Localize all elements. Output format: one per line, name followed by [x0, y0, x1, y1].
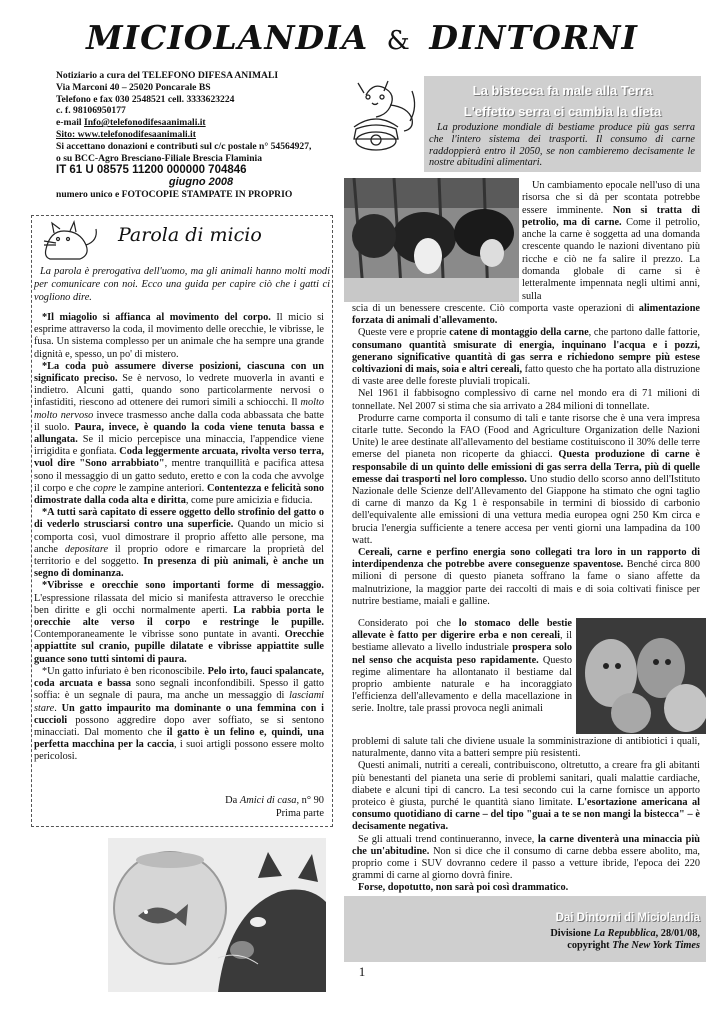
- cows-photo: [344, 178, 519, 302]
- source-text: , 28/01/08,: [655, 928, 700, 939]
- masthead-title2: DINTORNI: [429, 18, 638, 57]
- info-line: Telefono e fax 030 2548521 cell. 3333623224: [56, 93, 235, 105]
- masthead-amp: &: [386, 26, 411, 56]
- article-text: Non si dice che il consumo di carne debba essere abolito, ma, proprio come i SUV dovranno cedere il passo a vetture ibride, l'epoca dei 220 grammi di carne al giorno dovrà finire.: [352, 845, 700, 882]
- site-label: Sito:: [56, 128, 78, 140]
- article-body: [352, 303, 700, 608]
- article-text: , il bestiame allevato a livello industriale: [352, 630, 572, 654]
- tip-text: , mentre tranquillità e pacifica attesa sono il messaggio di un gatto seduto, eretto e con la coda che avvolge il corpo e che: [34, 458, 324, 494]
- site-link[interactable]: www.telefonodifesaanimali.it: [77, 128, 196, 140]
- article-text: Come il petrolio, anche la carne è soggetta ad una domanda crescente quando le nazioni diventano più ricche e ciò ne fa salire il prezzo. La domanda globale di carne si è letteralmente impennata negli ultimi anni, sulla: [522, 216, 700, 302]
- tip-text-italic: molto molto nervoso: [34, 397, 324, 421]
- section-title: Parola di micio: [118, 224, 262, 246]
- article-text-bold: lo stomaco delle bestie allevate è fatto per digerire erba e non cereali: [352, 618, 572, 642]
- article-body-continued: [352, 736, 700, 895]
- article-text-bold: L'esortazione americana al consumo quotidiano di carne – del tipo "guai a te se non mangi la bistecca" – è decisamente negativa.: [352, 797, 700, 833]
- headline-title-1: La bistecca fa male alla Terra: [472, 83, 653, 98]
- citation: [34, 795, 324, 820]
- tip-text: , come pure amicizia e fiducia.: [185, 495, 313, 507]
- tip-text-italic: lasciami stare: [34, 690, 324, 714]
- citation-source: Amici di casa: [239, 795, 297, 806]
- article-text: Queste vere e proprie: [358, 327, 450, 339]
- article-text-bold: Questa produzione di carne è responsabile di un quinto delle emissioni di gas serra della Terra, più di quelle emesse dai trasporti nel loro complesso.: [352, 449, 700, 485]
- tip-text-italic: depositare: [64, 543, 109, 555]
- tip-text: il proprio odore e rimarcare la proprietà del territorio e del soggetto.: [34, 543, 324, 568]
- publisher-info: [56, 70, 346, 201]
- tip-heading: *La coda può assumere diverse posizioni, ciascuna con un significato preciso.: [34, 360, 324, 385]
- citation-text: Da: [225, 795, 240, 806]
- article-text: Un cambiamento epocale nell'uso di una risorsa che si dà per scontata potrebbe essere imminente.: [522, 180, 700, 216]
- cat-sketch-icon: [40, 219, 100, 263]
- tip-text: Se è nervoso, lo vedrete muoverla in avanti e indietro. Alcuni gatti, quando sono particolarmente nervosi o infastiditi, riescono ad ottenere dei rumori simili a schiocchi. Il: [34, 373, 325, 409]
- tip-text: possono aggredire dopo aver soffiato, se si sentono minacciati. Dal momento che: [34, 714, 324, 738]
- tip-text: sono segnali inconfondibili. Spesso il gatto soffia: è un segnale di paura, ma anche un messaggio di: [34, 678, 325, 702]
- article-text: Benché circa 800 milioni di persone di questo pianeta soffrano la fame o siano affette da malnutrizione, la maggior parte dei raccolti di mais e di soia coltivati finisce per nutrire bestiame, maiali e galline.: [352, 559, 700, 607]
- headline-title-2: L'effetto serra ci cambia la dieta: [463, 104, 662, 119]
- article-text: Questo regime alimentare ha allontanato il bestiame dal proprio ambiente naturale e ha incoraggiato l'efficienza dell'allevamento e della macellazione in serie. Inoltre, tale prassi provoca negli animali: [352, 654, 572, 715]
- masthead: [0, 18, 724, 57]
- source-text: copyright: [567, 940, 613, 952]
- article-text-bold: alimentazione forzata di animali d'allevamento.: [352, 303, 700, 327]
- citation-text: , n° 90: [296, 795, 324, 806]
- source-publication: La Repubblica: [593, 928, 656, 939]
- tip-text-bold: Coda leggermente arcuata, rivolta verso terra, vuol dire "Sono arrabbiato": [34, 446, 324, 470]
- article-text: Produrre carne comporta il consumo di tali e tante risorse che è una vera impresa citarle tutte. Secondo la FAO (Food and Agriculture Organization delle Nazioni Unite) le aree destinate all'allevamento del bestiame costituiscono il 30% delle terre emerse del pianeta non ricoperte da ghiacci.: [352, 412, 700, 461]
- tip-text-bold: Un gatto impaurito ma dominante o una femmina con i cuccioli: [34, 702, 324, 726]
- cat-fishbowl-photo: [108, 838, 326, 992]
- source-credit: [344, 928, 700, 952]
- headline-summary: La produzione mondiale di bestiame produce più gas serra che l'intero sistema dei trasporti. Il consumo di carne raddoppierà entro il 2050, se non cambieremo decisamente le nostre abitudini alimentari.: [429, 122, 695, 169]
- tip-text: *Un gatto infuriato è ben riconoscibile.: [42, 665, 208, 677]
- article-text: Se gli attuali trend continueranno, invece,: [358, 833, 538, 845]
- tip-heading: *A tutti sarà capitato di essere oggetto dello strofinio del gatto o di vederlo strusciarsi contro una superficie.: [34, 507, 324, 531]
- section-intro: La parola è prerogativa dell'uomo, ma gli animali hanno molti modi per comunicare con noi. Ecco una guida per capire ciò che i gatti ci vogliono dire.: [34, 266, 330, 303]
- tip-text-italic: copre: [93, 482, 117, 494]
- article-text: , che partono dalle fattorie,: [588, 327, 700, 339]
- tip-text: , i suoi artigli possono essere molto pericolosi.: [34, 739, 325, 763]
- article-text: scia di un benessere crescente. Ciò comporta vaste operazioni di: [352, 303, 639, 314]
- info-line: numero unico e FOTOCOPIE STAMPATE IN PROPRIO: [56, 189, 293, 201]
- issue-date: giugno 2008: [168, 176, 234, 189]
- article-text: Uno studio dello scorso anno dell'Istituto Nazionale delle Scienze dell'Allevamento del Giappone ha stimato che ogni taglio di carne di manzo da Kg 1 è responsabile in termini di biossido di carbonio dell'equivalente alle emissioni di una vettura media europea ogni 250 Km circa e brucia l'energia sufficiente a tenere accesa per venti giorni una lampadina da 100 watt.: [352, 473, 700, 546]
- article-text-bold: Non si tratta di petrolio, ma di carne.: [522, 204, 700, 228]
- tip-text-bold: In presenza di più animali, è anche un segno di dominanza.: [34, 556, 324, 580]
- info-site-row: [56, 129, 346, 141]
- source-copyright: The New York Times: [612, 940, 700, 952]
- source-text: Divisione: [550, 928, 594, 939]
- tip-text: L'espressione rilassata del micio si manifesta attraverso le orecchie ben diritte e gli occhi normalmente aperti.: [34, 592, 324, 616]
- tip-heading: *Vibrisse e orecchie sono importanti forme di messaggio.: [42, 580, 324, 592]
- article-text-bold: Cereali, carne e perfino energia sono collegati tra loro in un rapporto di interdipendenza che potrebbe avere conseguenze spaventose.: [352, 547, 700, 571]
- tip-text: Il micio si esprime attraverso la coda, il movimento delle orecchie, le vibrisse, le fusa. Un sistema complesso per un animale che ha sempre una grande dignità e, spesso, un po' di mistero.: [34, 312, 324, 360]
- tip-text-bold: Paura, invece, è quando la coda viene tenuta bassa e allungata.: [34, 421, 324, 446]
- article-text-bold: Forse, dopotutto, non sarà poi così drammatico.: [358, 882, 569, 894]
- tip-text: le zampine anteriori.: [116, 482, 208, 494]
- article-pig-paragraph: [352, 618, 572, 716]
- article-paragraph: Nel 1961 il fabbisogno complessivo di carne nel mondo era di 71 milioni di tonnellate. Nel 2007 si stima che sia arrivato a 284 milioni di tonnellate.: [352, 388, 700, 412]
- email-link[interactable]: Info@telefonodifesaanimali.it: [83, 117, 206, 129]
- tip-text-bold: La rabbia porta le orecchie alte verso il corpo e restringe le pupille.: [34, 604, 324, 629]
- info-email-row: [56, 117, 346, 129]
- email-label: e-mail: [56, 117, 84, 129]
- article-text-bold: la carne diventerà una minaccia più che un'abitudine.: [352, 833, 700, 857]
- section-credit: Dai Dintorni di Miciolandia: [555, 912, 700, 924]
- citation-part: Prima parte: [275, 807, 324, 819]
- cat-telephone-illustration: [344, 75, 420, 153]
- article-text-bold: catene di montaggio della carne: [449, 327, 589, 339]
- article-text: fatto questo che ha portato alla distruzione di vaste aree delle foreste pluviali tropicali.: [352, 364, 700, 388]
- info-line: Notiziario a cura del TELEFONO DIFESA ANIMALI: [56, 70, 279, 81]
- info-line: Via Marconi 40 – 25020 Poncarale BS: [56, 81, 211, 93]
- headline-box: [424, 76, 701, 172]
- tip-text-bold: il gatto è un felino e, quindi, una perfetta macchina per la caccia: [34, 726, 324, 751]
- tip-text: .: [54, 702, 62, 714]
- info-line: o su BCC-Agro Bresciano-Filiale Brescia Flaminia: [56, 152, 262, 164]
- tip-text: Se il micio percepisce una minaccia, l'appendice viene irrigidita e gonfiata.: [34, 434, 324, 458]
- article-text-bold: prospera solo nel senso che acquista peso rapidamente.: [352, 642, 573, 666]
- article-intro: [522, 180, 700, 303]
- tip-text-bold: Pelo irto, fauci spalancate, coda arcuata e bassa: [34, 665, 324, 690]
- cat-language-body: [34, 312, 324, 764]
- article-text-bold: consumano quantità smisurate di energia, inquinano l'acqua e i pozzi, generano significative quantità di gas serra e richiedono sempre più estese coltivazioni di mais, soia e altri cereali,: [352, 339, 700, 376]
- tip-text: invece trasmesso anche dalla coda abbassata che batte il suolo.: [34, 409, 324, 433]
- tip-text-bold: Orecchie appiattite sul cranio, pupille dilatate e vibrisse appiattite sulle guance sono tutti sintomi di paura.: [34, 629, 324, 665]
- tip-text: Quando un micio si comporta così, vuol dimostrare il proprio affetto alle persone, ma anche: [34, 519, 324, 555]
- info-line: Si accettano donazioni e contributi sul c/c postale n° 54564927,: [56, 140, 312, 152]
- iban: IT 61 U 08575 11200 000000 704846: [56, 164, 247, 177]
- article-text: Questi animali, nutriti a cereali, contribuiscono, oltretutto, a creare fra gli abitanti più benestanti del pianeta una serie di problemi sanitari, quali malattie cardiache, diabete e alcuni tipi di cancro. La tesi secondo cui la carne fornisce un apporto proteico è giusta, purché le quantità siano limitate.: [352, 760, 700, 809]
- page-number: 1: [358, 964, 366, 979]
- pigs-photo: [576, 618, 706, 734]
- article-paragraph: problemi di salute tali che diviene usuale la somministrazione di antibiotici i quali, naturalmente, danno vita a batteri sempre più resistenti.: [352, 736, 700, 760]
- tip-text-bold: Contentezza e felicità sono dimostrate dalla coda alta e diritta: [34, 482, 324, 507]
- tip-text: Contemporaneamente le vibrisse sono puntate in avanti.: [34, 629, 285, 641]
- tip-heading: *Il miagolio si affianca al movimento del corpo.: [42, 312, 271, 323]
- masthead-title: MICIOLANDIA: [86, 18, 369, 57]
- article-text: Considerato poi che: [358, 618, 459, 629]
- info-line: c. f. 98106950177: [56, 105, 126, 117]
